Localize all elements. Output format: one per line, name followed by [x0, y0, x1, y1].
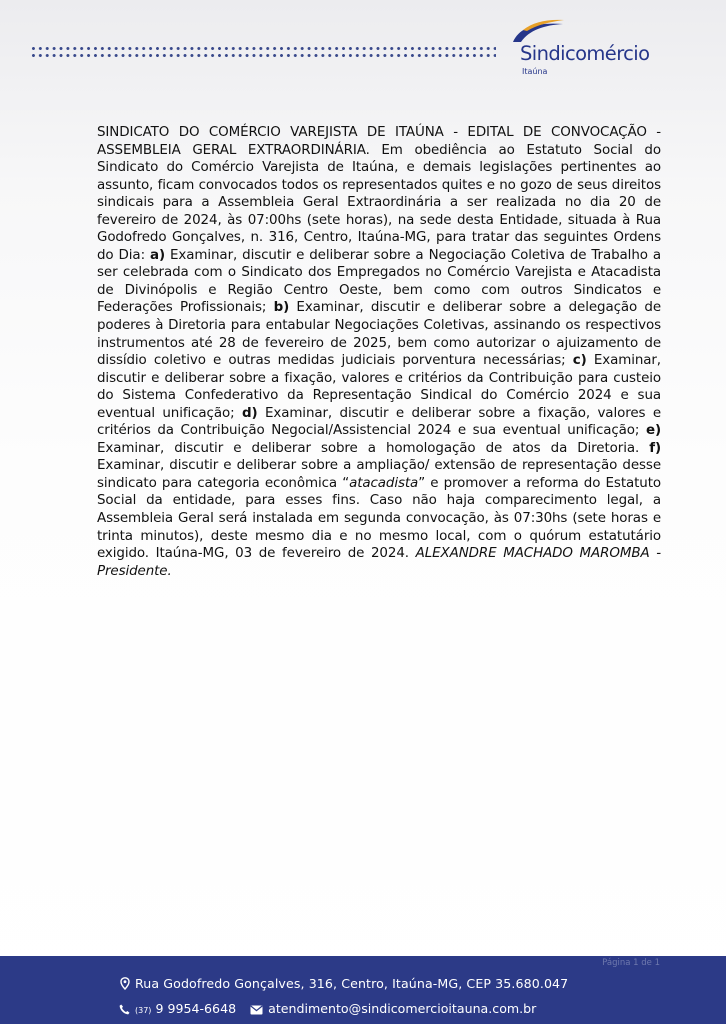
- signature: ALEXANDRE MACHADO MAROMBA - Presidente.: [97, 546, 661, 579]
- decorative-dot-pattern: [30, 45, 496, 59]
- item-marker-b: b): [273, 300, 290, 316]
- italic-term: atacadista: [349, 475, 419, 491]
- phone-number[interactable]: 9 9954-6648: [155, 1001, 237, 1016]
- item-e-text: Examinar, discutir e deliberar sobre a homologação de atos da Diretoria.: [97, 440, 650, 456]
- item-marker-a: a): [150, 247, 166, 263]
- envelope-icon: [250, 1005, 263, 1015]
- email-link[interactable]: atendimento@sindicomercioitauna.com.br: [268, 1001, 537, 1016]
- item-marker-f: f): [649, 440, 661, 456]
- logo-swoosh-icon: [509, 18, 565, 44]
- item-f-text: Examinar, discutir e deliberar sobre a ampliação/ extensão de representação desse sindicato para categoria econômica “: [97, 458, 661, 491]
- item-a-text: Examinar, discutir e deliberar sobre a Negociação Coletiva de Trabalho a ser celebrada com o Sindicato dos Empregados no Comércio Varejista e Atacadista de Divinópolis e Região Centro Oeste, bem como com outros Sindicatos e Federações Profissionais;: [97, 247, 661, 316]
- edital-intro: SINDICATO DO COMÉRCIO VAREJISTA DE ITAÚNA - EDITAL DE CONVOCAÇÃO - ASSEMBLEIA GERAL EXTRAORDINÁRIA. Em obediência ao Estatuto Social do Sindicato do Comércio Varejista de Itaúna, e demais legislações pertinentes ao assunto, ficam convocados todos os representados quites e no gozo de seus direitos sindicais para a Assembleia Geral Extraordinária a ser realizada no dia 20 de fevereiro de 2024, às 07:00hs (sete horas), na sede desta Entidade, situada à Rua Godofredo Gonçalves, n. 316, Centro, Itaúna-MG, para tratar das seguintes Ordens do Dia:: [97, 125, 661, 263]
- page-number: Página 1 de 1: [602, 958, 660, 968]
- footer-bar: [0, 956, 726, 1024]
- location-pin-icon: [120, 977, 130, 990]
- item-d-text: Examinar, discutir e deliberar sobre a fixação, valores e critérios da Contribuição Negocial/Assistencial 2024 e sua eventual unificação;: [97, 405, 661, 439]
- item-b-text: Examinar, discutir e deliberar sobre a delegação de poderes à Diretoria para entabular Negociações Coletivas, assinando os respectivos instrumentos até 28 de fevereiro de 2025, bem como autorizar o ajuizamento de dissídio coletivo e outras medidas judiciais porventura necessárias;: [97, 300, 661, 369]
- footer-address: Rua Godofredo Gonçalves, 316, Centro, Itaúna-MG, CEP 35.680.047: [135, 976, 569, 991]
- logo-subtitle: Itaúna: [522, 67, 548, 76]
- phone-icon: [119, 1004, 130, 1015]
- closing-text: ” e promover a reforma do Estatuto Social da entidade, para esses fins. Caso não haja comparecimento legal, a Assembleia Geral será instalada em segunda convocação, às 07:30hs (sete horas e trinta minutos), deste mesmo dia e no mesmo local, com o quórum estatutário exigido. Itaúna-MG, 03 de fevereiro de 2024.: [97, 475, 662, 562]
- footer-address-line: [120, 976, 568, 991]
- phone-ddd: (37): [135, 1006, 152, 1015]
- item-marker-d: d): [241, 405, 258, 421]
- edital-text: [97, 124, 661, 580]
- logo-name: Sindicomércio: [520, 42, 650, 65]
- item-c-text: Examinar, discutir e deliberar sobre a fixação, valores e critérios da Contribuição para custeio do Sistema Confederativo da Representação Sindical do Comércio 2024 e sua eventual unificação;: [97, 353, 661, 421]
- sindicomercio-logo: [505, 16, 675, 78]
- item-marker-c: c): [572, 353, 587, 369]
- footer-contact-line: [119, 1001, 536, 1016]
- item-marker-e: e): [645, 423, 661, 439]
